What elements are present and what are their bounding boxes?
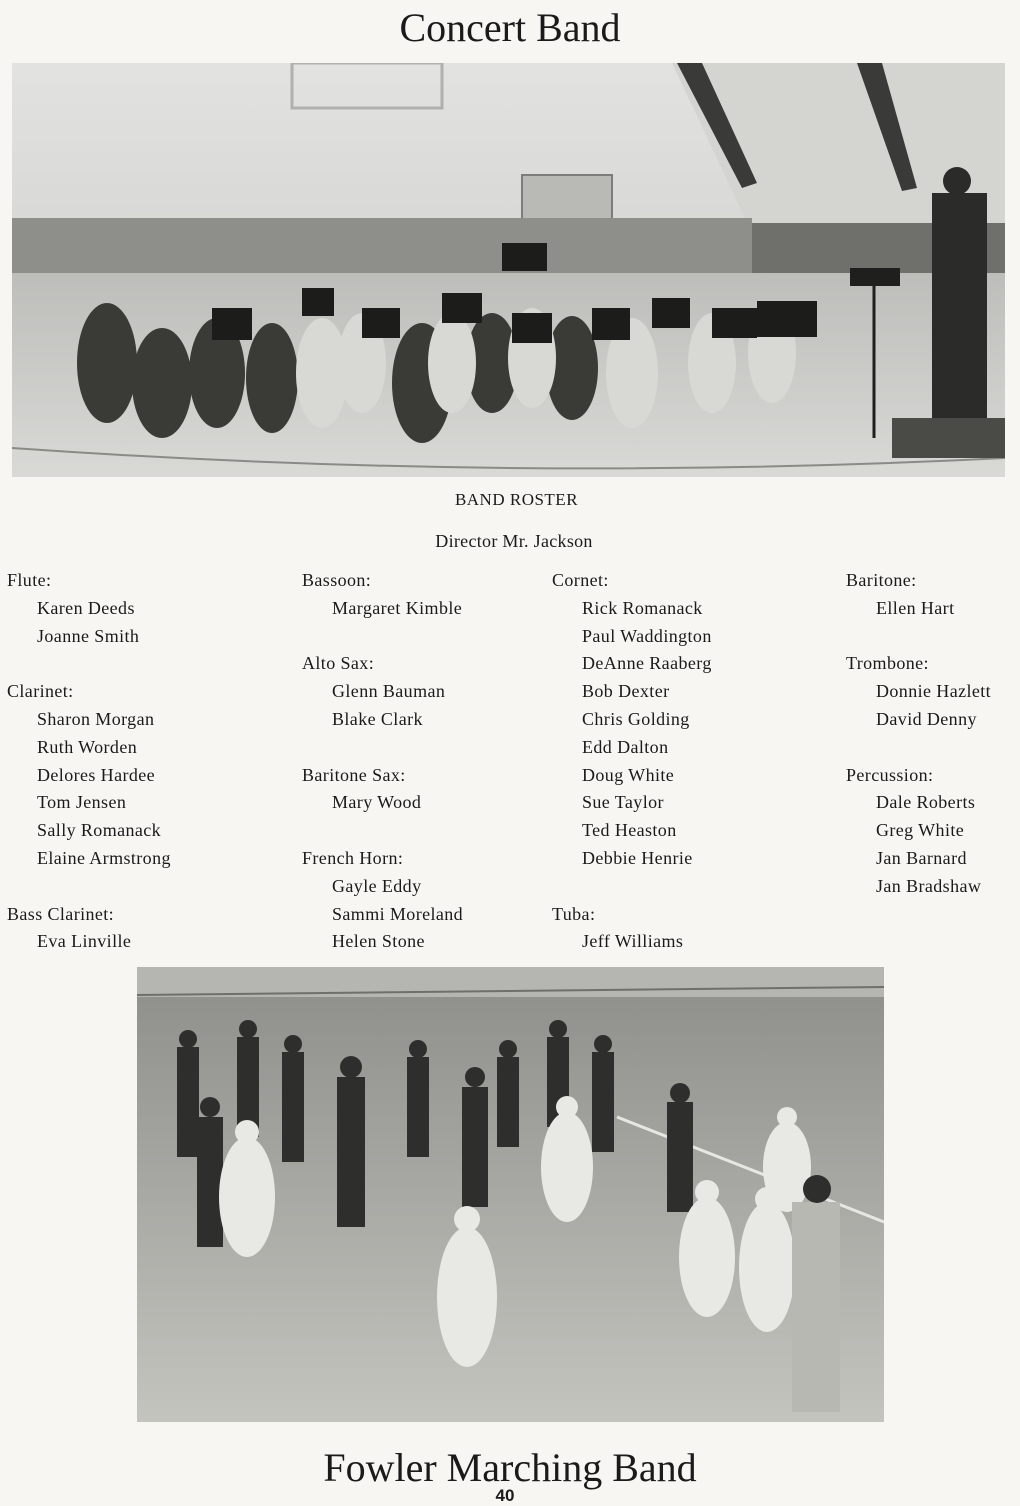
roster-member: Elaine Armstrong: [37, 847, 171, 868]
roster-member: Sammi Moreland: [332, 903, 464, 924]
director-line: Director Mr. Jackson: [435, 531, 593, 551]
roster-member: Edd Dalton: [582, 736, 669, 757]
roster-spacer: [7, 873, 171, 901]
roster-member: David Denny: [876, 708, 977, 729]
roster-member: Doug White: [582, 764, 675, 785]
roster-member: Blake Clark: [332, 708, 423, 729]
roster-column-1: [7, 567, 171, 956]
roster-spacer: [302, 817, 463, 845]
roster-member: Sharon Morgan: [37, 708, 155, 729]
roster-member: Tom Jensen: [37, 792, 127, 813]
roster-section-heading: Bassoon:: [302, 570, 372, 590]
roster-spacer: [846, 734, 991, 762]
roster-member: Ted Heaston: [582, 820, 677, 841]
roster-member: Jan Barnard: [876, 847, 967, 868]
roster-section-heading: Baritone Sax:: [302, 764, 406, 785]
roster-section-heading: Percussion:: [846, 764, 934, 785]
roster-member: Gayle Eddy: [332, 875, 422, 896]
roster-member: Eva Linville: [37, 931, 132, 952]
roster-section-heading: Alto Sax:: [302, 653, 375, 674]
roster-member: Donnie Hazlett: [876, 681, 992, 702]
roster-section-heading: Bass Clarinet:: [7, 903, 115, 924]
roster-section-heading: Clarinet:: [7, 681, 74, 702]
roster-member: Margaret Kimble: [332, 597, 463, 618]
roster-column-3: [552, 567, 712, 956]
roster-member: Ruth Worden: [37, 736, 138, 757]
roster-member: Rick Romanack: [582, 597, 703, 618]
roster-member: Debbie Henrie: [582, 847, 693, 868]
roster-section-heading: French Horn:: [302, 847, 404, 868]
roster-member: Joanne Smith: [37, 625, 140, 646]
roster-member: Sally Romanack: [37, 820, 162, 841]
page-title: Concert Band: [399, 5, 621, 50]
roster-section-heading: Baritone:: [846, 570, 917, 590]
marching-band-title: Fowler Marching Band: [323, 1445, 697, 1490]
roster-member: Bob Dexter: [582, 681, 670, 702]
roster-member: Helen Stone: [332, 931, 425, 952]
roster-spacer: [7, 650, 171, 678]
roster-member: Sue Taylor: [582, 792, 664, 813]
roster-member: Jeff Williams: [582, 931, 684, 952]
roster-spacer: [846, 623, 991, 651]
roster-spacer: [302, 734, 463, 762]
roster-member: Greg White: [876, 820, 965, 841]
concert-band-photo: [12, 63, 1005, 477]
roster-column-2: [302, 567, 463, 956]
roster-section-heading: Tuba:: [552, 903, 596, 924]
roster-member: Paul Waddington: [582, 625, 712, 646]
roster-member: Chris Golding: [582, 708, 690, 729]
roster-member: Ellen Hart: [876, 597, 955, 618]
roster-member: Glenn Bauman: [332, 681, 446, 702]
roster-heading: BAND ROSTER: [454, 490, 579, 509]
roster-member: DeAnne Raaberg: [582, 653, 712, 674]
roster-column-4: [846, 567, 991, 901]
roster-member: Jan Bradshaw: [876, 875, 982, 896]
roster-member: Mary Wood: [332, 792, 422, 813]
marching-band-photo: [137, 967, 884, 1422]
roster-spacer: [302, 623, 463, 651]
roster-spacer: [552, 873, 712, 901]
roster-section-heading: Cornet:: [552, 570, 609, 590]
roster-member: Dale Roberts: [876, 792, 976, 813]
roster-section-heading: Flute:: [7, 570, 52, 590]
roster-section-heading: Trombone:: [846, 653, 929, 674]
page-number: 40: [495, 1486, 515, 1505]
roster-member: Delores Hardee: [37, 764, 156, 785]
roster-member: Karen Deeds: [37, 597, 135, 618]
